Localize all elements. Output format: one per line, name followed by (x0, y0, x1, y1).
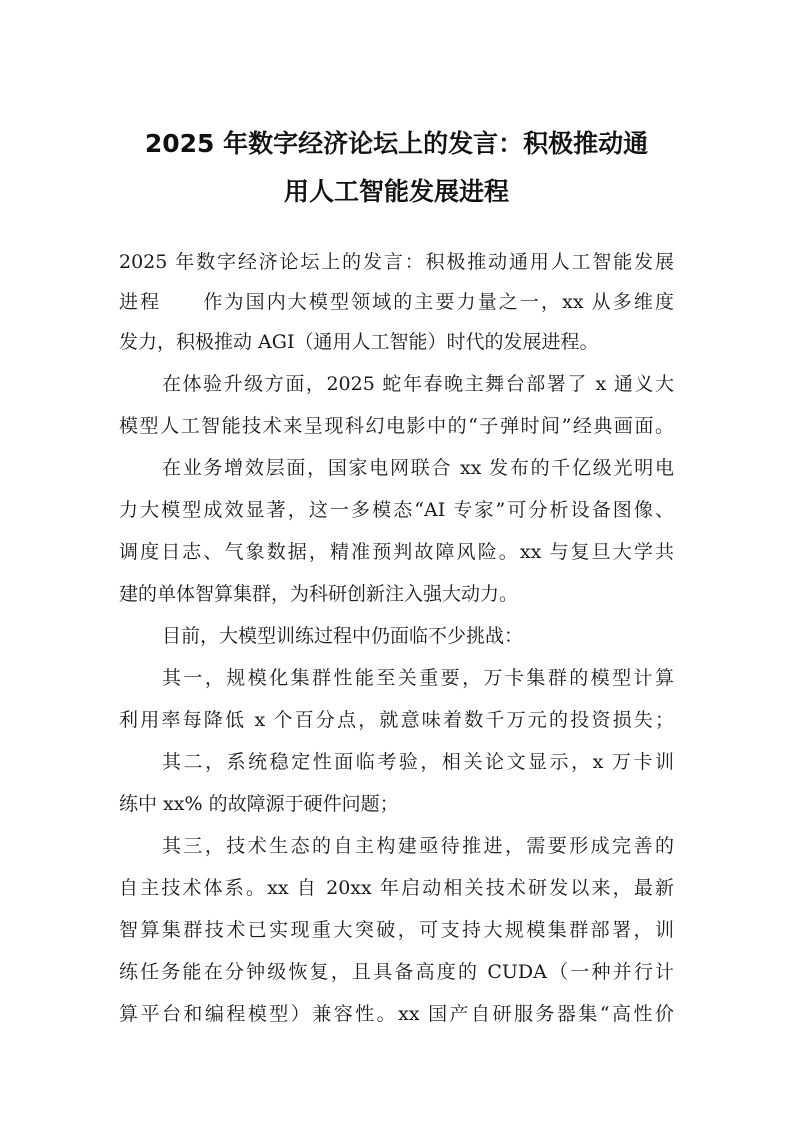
paragraph-line: 其二，系统稳定性面临考验，相关论文显示，x 万卡训 (162, 751, 674, 773)
paragraph-line: 练任务能在分钟级恢复，且具备高度的 CUDA（一种并行计 (119, 961, 674, 983)
paragraph-line: 在体验升级方面，2025 蛇年春晚主舞台部署了 x 通义大 (162, 373, 674, 395)
paragraph-line: 算平台和编程模型）兼容性。xx 国产自研服务器集“高性价 (119, 1003, 674, 1025)
paragraph-line: 2025 年数字经济论坛上的发言：积极推动通用人工智能发展 (119, 251, 674, 273)
paragraph-line: 其一，规模化集群性能至关重要，万卡集群的模型计算 (162, 667, 674, 689)
paragraph-line: 练中 xx% 的故障源于硬件问题； (119, 793, 399, 815)
paragraph-line: 目前，大模型训练过程中仍面临不少挑战： (162, 625, 524, 647)
paragraph-line: 发力，积极推动 AGI（通用人工智能）时代的发展进程。 (119, 331, 599, 353)
paragraph-line: 在业务增效层面，国家电网联合 xx 发布的千亿级光明电 (162, 457, 674, 479)
paragraph-line: 利用率每降低 x 个百分点，就意味着数千万元的投资损失； (119, 709, 674, 731)
paragraph-line: 力大模型成效显著，这一多模态“AI 专家”可分析设备图像、 (119, 499, 674, 521)
paragraph-line: 智算集群技术已实现重大突破，可支持大规模集群部署，训 (119, 919, 674, 941)
document-title-line-1: 2025 年数字经济论坛上的发言：积极推动通 (144, 129, 649, 158)
paragraph-line: 自主技术体系。xx 自 20xx 年启动相关技术研发以来，最新 (119, 877, 674, 899)
document-title-line-2: 用人工智能发展进程 (283, 177, 509, 206)
paragraph-line: 进程 作为国内大模型领域的主要力量之一，xx 从多维度 (119, 291, 674, 313)
paragraph-line: 其三，技术生态的自主构建亟待推进，需要形成完善的 (162, 835, 674, 857)
paragraph-line: 模型人工智能技术来呈现科幻电影中的“子弹时间”经典画面。 (119, 415, 674, 437)
paragraph-line: 建的单体智算集群，为科研创新注入强大动力。 (119, 583, 519, 605)
paragraph-line: 调度日志、气象数据，精准预判故障风险。xx 与复旦大学共 (119, 541, 674, 563)
